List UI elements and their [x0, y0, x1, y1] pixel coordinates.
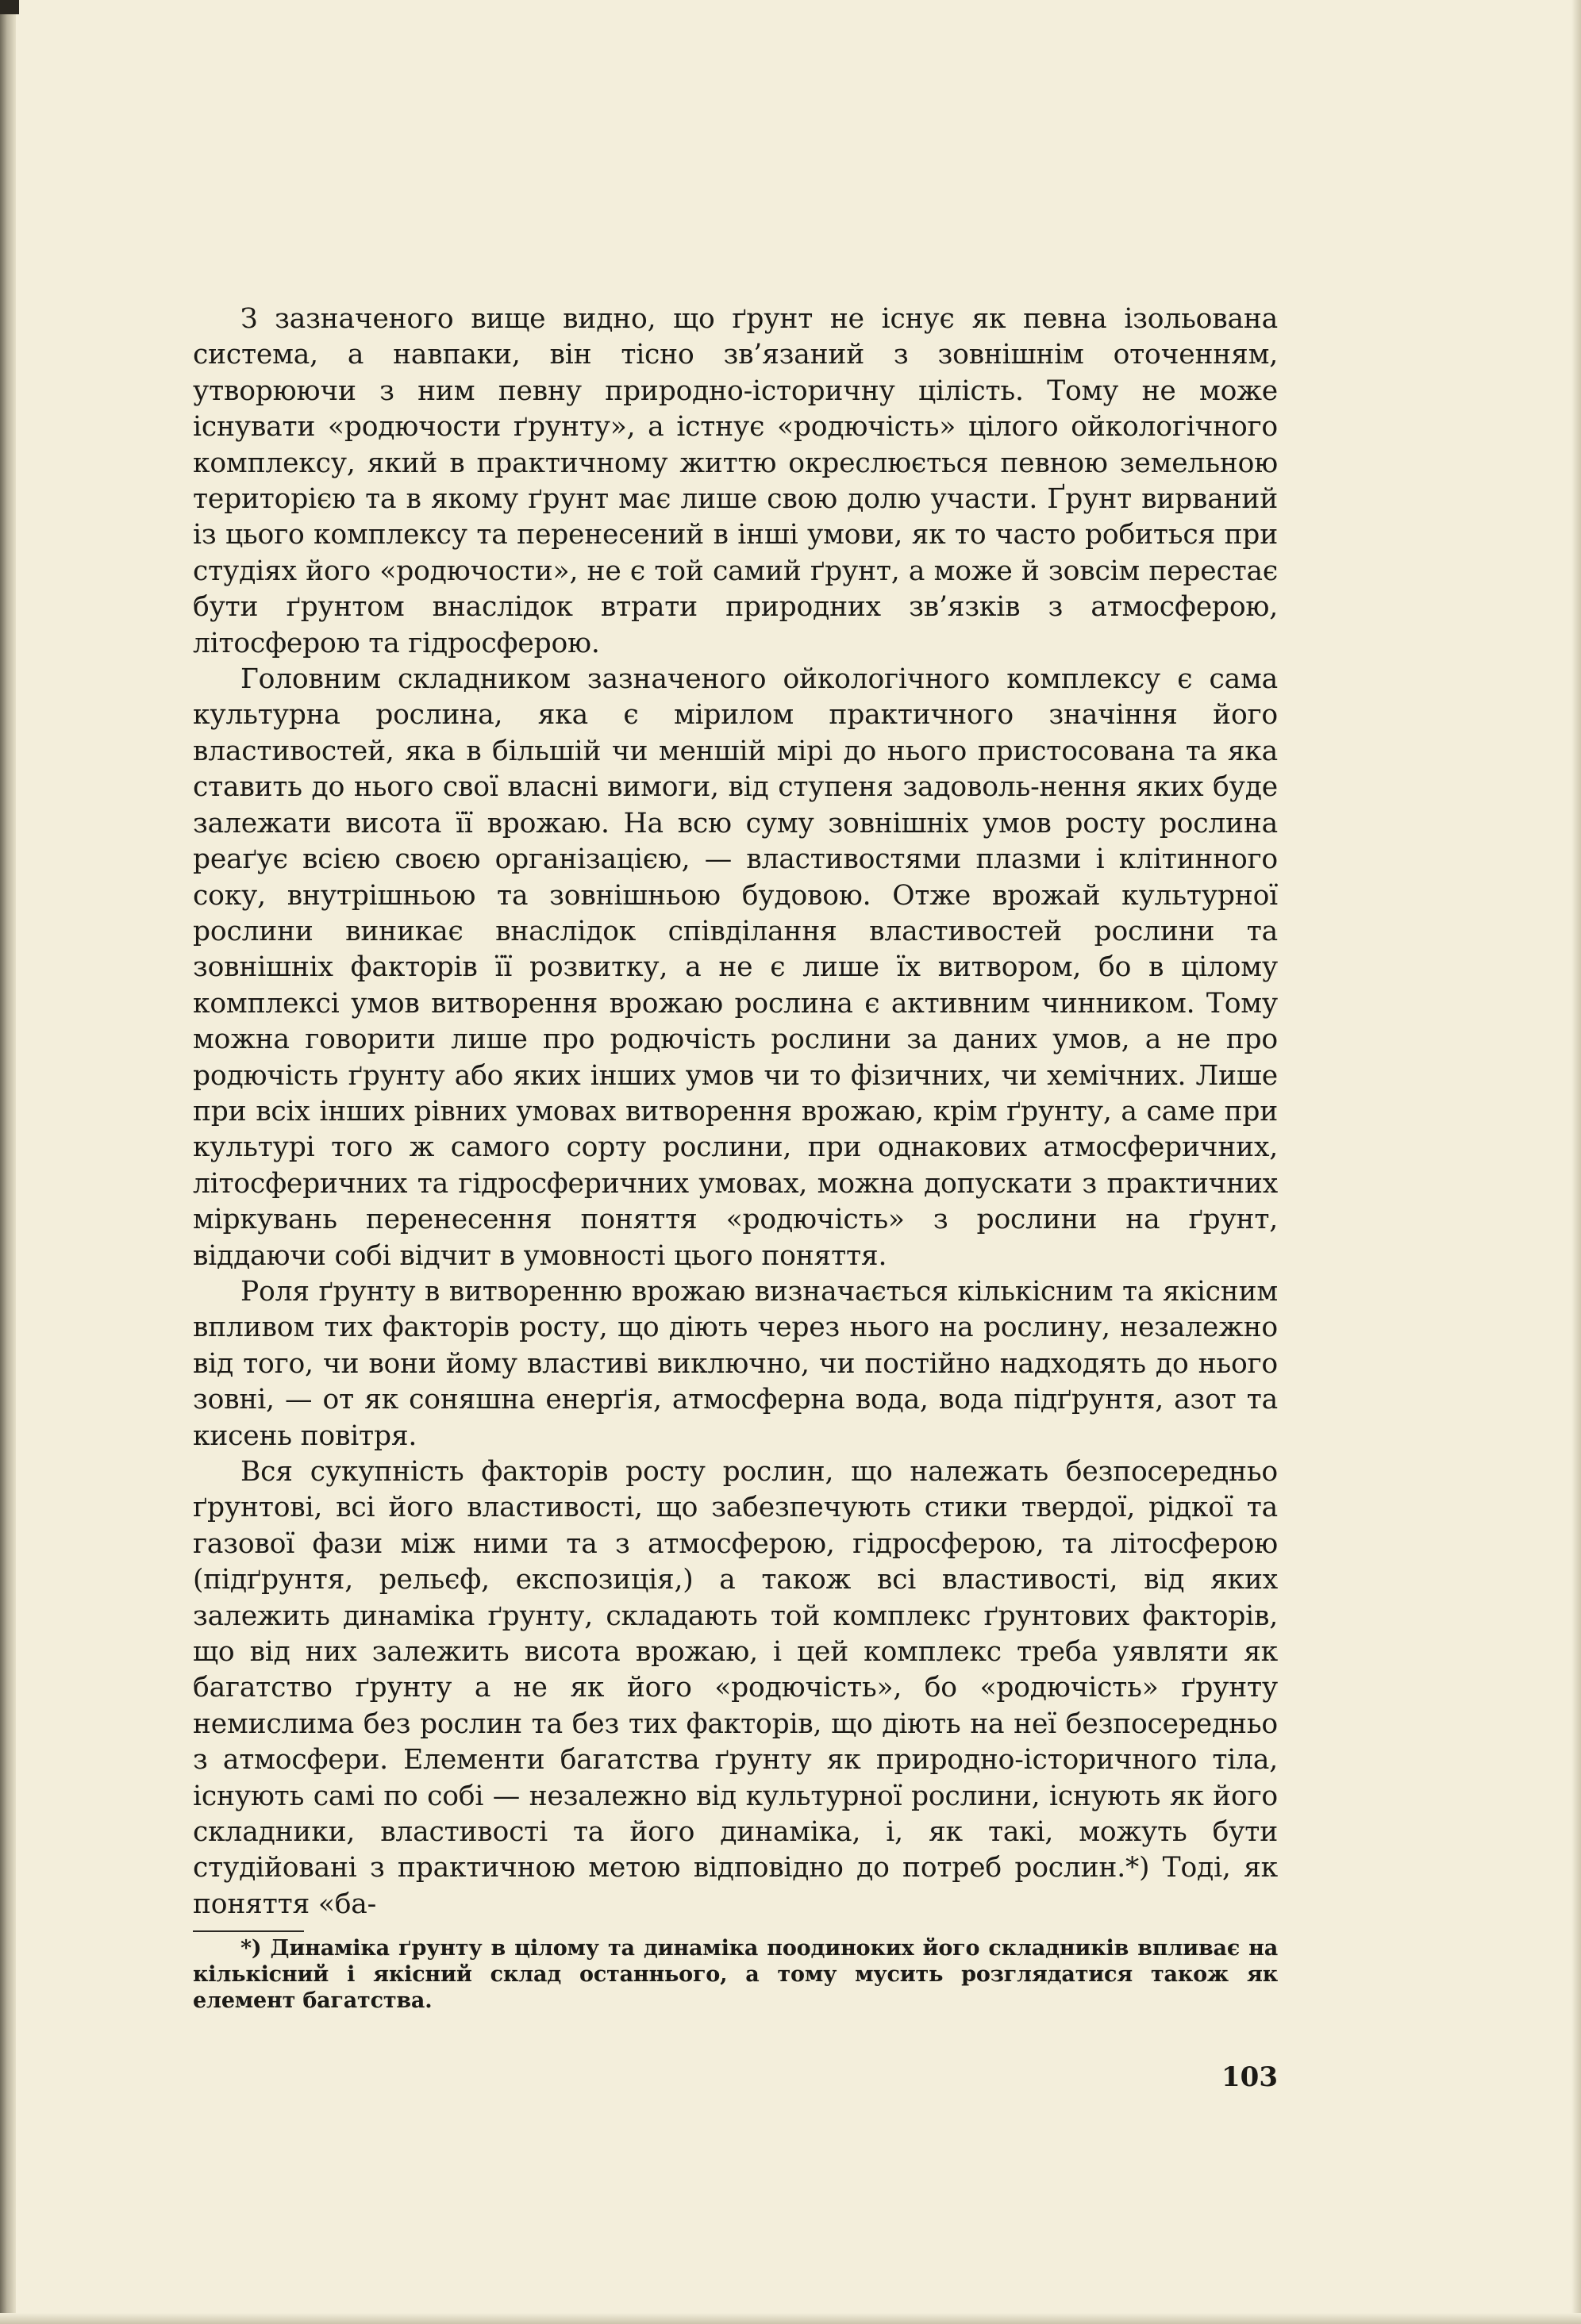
page-edge-right: [1571, 0, 1581, 2324]
page-edge-bottom: [0, 2313, 1581, 2324]
paragraph-2: Головним складником зазначеного ойкологічного комплексу є сама культурна рослина, яка є мірилом практичного значіння його властивостей, яка в більшій чи меншій мірі до нього пристосована та яка ставить до нього свої власні вимоги, від ступеня задоволь-нення яких буде залежати висота її врожаю. На всю суму зовнішніх умов росту рослина реаґує всією своєю організацією, — властивостями плазми і клітинного соку, внутрішньою та зовнішньою будовою. Отже врожай культурної рослини виникає внаслідок співділання властивостей рослини та зовнішніх факторів її розвитку, а не є лише їх витвором, бо в цілому комплексі умов витворення врожаю рослина є активним чинником. Тому можна говорити лише про родючість рослини за даних умов, а не про родючість ґрунту або яких інших умов чи то фізичних, чи хемічних. Лише при всіх інших рівних умовах витворення врожаю, крім ґрунту, а саме при культурі того ж самого сорту рослини, при однакових атмосферичних, літосферичних та гідросферичних умовах, можна допускати з практичних міркувань перенесення поняття «родючість» з рослини на ґрунт, віддаючи собі відчит в умовності цього поняття.: [193, 663, 1278, 1272]
binding-edge: [0, 0, 16, 2324]
body-text: [193, 302, 1278, 2014]
paragraph-3: Роля ґрунту в витворенню врожаю визначається кількісним та якісним впливом тих факторів росту, що діють через нього на рослину, незалежно від того, чи вони йому властиві виключно, чи постійно надходять до нього зовні, — от як соняшна енерґія, атмосферна вода, вода підґрунтя, азот та кисень повітря.: [193, 1275, 1278, 1452]
page-number: 103: [1221, 2061, 1278, 2093]
footnote: *) Динаміка ґрунту в цілому та динаміка поодиноких його складників впливає на кількісний і якісний склад останнього, а тому мусить розглядатися також як елемент багатства.: [193, 1936, 1278, 2014]
binding-mark: [0, 0, 19, 14]
paragraph-1: З зазначеного вище видно, що ґрунт не існує як певна ізольована система, а навпаки, він тісно зв’язаний з зовнішнім оточенням, утворюючи з ним певну природно-історичну цілість. Тому не може існувати «родючости ґрунту», а істнує «родючість» цілого ойкологічного комплексу, який в практичному життю окреслюється певною земельною територією та в якому ґрунт має лише свою долю участи. Ґрунт вирваний із цього комплексу та перенесений в інші умови, як то часто робиться при студіях його «родючости», не є той самий ґрунт, а може й зовсім перестає бути ґрунтом внаслідок втрати природних зв’язків з атмосферою, літосферою та гідросферою.: [193, 303, 1278, 659]
footnote-divider: [193, 1930, 304, 1932]
paragraph-4: Вся сукупність факторів росту рослин, що належать безпосередньо ґрунтові, всі його властивості, що забезпечують стики твердої, рідкої та газової фази між ними та з атмосферою, гідросферою, та літосферою (підґрунтя, рельєф, експозиція,) а також всі властивості, від яких залежить динаміка ґрунту, складають той комплекс ґрунтових факторів, що від них залежить висота врожаю, і цей комплекс треба уявляти як багатство ґрунту а не як його «родючість», бо «родючість» ґрунту немислима без рослин та без тих факторів, що діють на неї безпосередньо з атмосфери. Елементи багатства ґрунту як природно-історичного тіла, існують самі по собі — незалежно від культурної рослини, існують як його складники, властивості та його динаміка, і, як такі, можуть бути студійовані з практичною метою відповідно до потреб рослин.*) Тоді, як поняття «ба-: [193, 1456, 1278, 1920]
